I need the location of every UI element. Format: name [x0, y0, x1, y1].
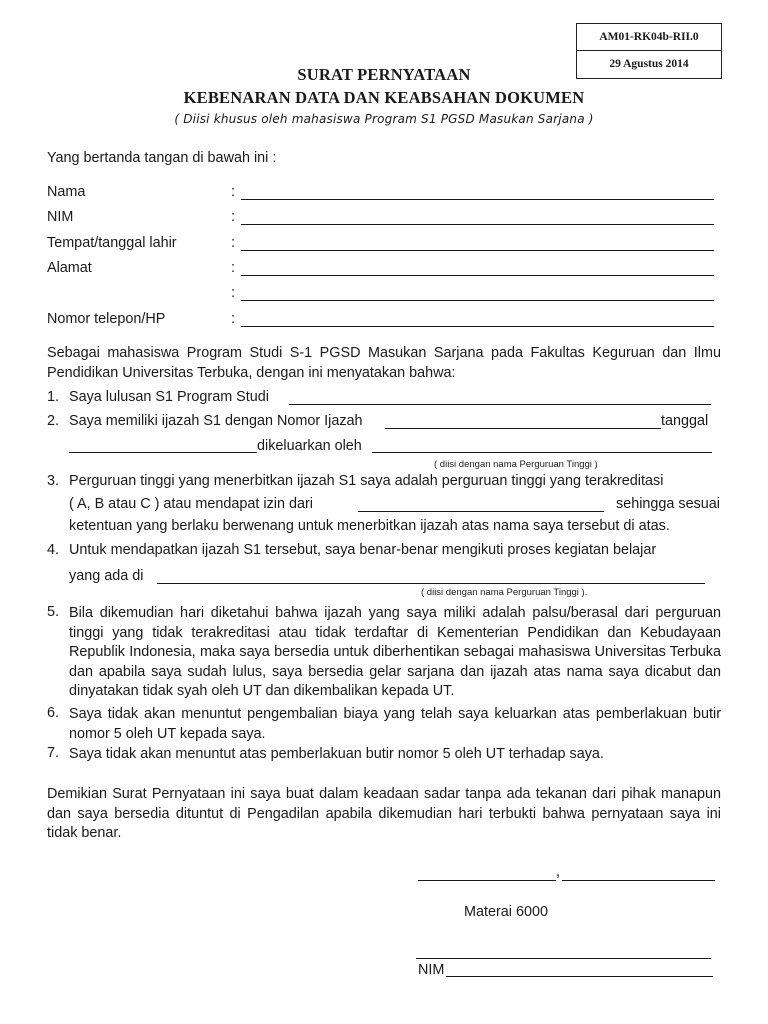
item-4-text: Untuk mendapatkan ijazah S1 tersebut, saya benar-benar mengikuti proses kegiatan belajar [69, 542, 657, 558]
item-5-text: Bila dikemudian hari diketahui bahwa ijazah yang saya miliki adalah palsu/berasal dari perguruan tinggi yang tidak terakreditasi atau tidak terdaftar di Kementerian Pendidikan dan Kebudayaan Republik Indonesia, maka saya bersedia untuk diberhentikan sebagai mahasiswa Universitas Terbuka dan apabila saya sudah lulus, saya bersedia gelar sarjana dan ijazah atas nama saya dicabut dan dinyatakan tidak syah oleh UT dan dikembalikan kepada UT. [69, 605, 721, 699]
intro-text: Yang bertanda tangan di bawah ini : [47, 150, 277, 166]
materai-label: Materai 6000 [464, 904, 548, 920]
document-date: 29 Agustus 2014 [609, 58, 689, 70]
field-label-nim: NIM [47, 209, 74, 225]
perguruan-tinggi-field[interactable] [157, 583, 705, 584]
place-field[interactable] [418, 880, 556, 881]
document-code: AM01-RK04b-RII.0 [577, 24, 721, 51]
item-number: 4. [47, 542, 60, 558]
statement-intro: Sebagai mahasiswa Program Studi S-1 PGSD Masukan Sarjana pada Fakultas Keguruan dan Ilmu Pendidikan Universitas Terbuka, dengan ini menyatakan bahwa: [47, 345, 721, 381]
field-colon: : [231, 209, 235, 225]
item-number: 1. [47, 389, 60, 405]
signature-comma: , [556, 864, 560, 880]
dikeluarkan-oleh-field[interactable] [372, 452, 712, 453]
alamat-field-line2[interactable] [241, 300, 714, 301]
program-studi-field[interactable] [289, 404, 711, 405]
item-1-text: Saya lulusan S1 Program Studi [69, 389, 269, 405]
tanggal-ijazah-field[interactable] [69, 452, 257, 453]
closing-paragraph: Demikian Surat Pernyataan ini saya buat dalam keadaan sadar tanpa ada tekanan dari pihak manapun dan saya bersedia dituntut di Pengadilan apabila dikemudian hari terbukti bahwa pernyataan saya ini tidak benar. [47, 786, 721, 841]
field-colon: : [231, 184, 235, 200]
item-3-text-2: ( A, B atau C ) atau mendapat izin dari [69, 496, 313, 512]
item-7-text: Saya tidak akan menuntut atas pemberlakuan butir nomor 5 oleh UT terhadap saya. [69, 746, 604, 762]
item-4-yang-ada-di: yang ada di [69, 568, 144, 584]
field-label-nama: Nama [47, 184, 86, 200]
item-6-text: Saya tidak akan menuntut pengembalian biaya yang telah saya keluarkan atas pemberlakuan butir nomor 5 oleh UT kepada saya. [69, 706, 721, 742]
page-title-line2: KEBENARAN DATA DAN KEABSAHAN DOKUMEN [183, 88, 585, 107]
page-subtitle: ( Diisi khusus oleh mahasiswa Program S1 PGSD Masukan Sarjana ) [174, 112, 594, 126]
field-label-alamat: Alamat [47, 260, 92, 276]
item-2-tanggal: tanggal [661, 413, 709, 429]
item-number: 5. [47, 604, 60, 620]
nim-label: NIM [418, 962, 445, 978]
page-title: SURAT PERNYATAAN [297, 65, 471, 84]
date-field[interactable] [562, 880, 715, 881]
item-2-text: Saya memiliki ijazah S1 dengan Nomor Ijazah [69, 413, 363, 429]
field-colon: : [231, 235, 235, 251]
item-number: 6. [47, 705, 60, 721]
nama-field[interactable] [241, 199, 714, 200]
telepon-field[interactable] [241, 326, 714, 327]
item-2-dikeluarkan: dikeluarkan oleh [257, 438, 362, 454]
field-colon: : [231, 285, 235, 301]
item-number: 7. [47, 745, 60, 761]
nomor-ijazah-field[interactable] [385, 428, 661, 429]
izin-dari-field[interactable] [358, 511, 604, 512]
item-3-sesuai: sehingga sesuai [616, 496, 721, 512]
item-2-note: ( diisi dengan nama Perguruan Tinggi ) [434, 459, 598, 470]
item-4-note: ( diisi dengan nama Perguruan Tinggi ). [421, 587, 588, 598]
field-colon: : [231, 311, 235, 327]
item-number: 2. [47, 413, 60, 429]
item-3-text-3: ketentuan yang berlaku berwenang untuk menerbitkan ijazah atas nama saya tersebut di atas. [69, 518, 670, 534]
field-label-ttl: Tempat/tanggal lahir [47, 235, 177, 251]
signature-nim-field[interactable] [446, 976, 713, 977]
alamat-field[interactable] [241, 275, 714, 276]
field-label-telepon: Nomor telepon/HP [47, 311, 166, 327]
signature-name-field[interactable] [416, 958, 711, 959]
tempat-tanggal-lahir-field[interactable] [241, 250, 714, 251]
nim-field[interactable] [241, 224, 714, 225]
field-colon: : [231, 260, 235, 276]
item-number: 3. [47, 473, 60, 489]
item-3-text: Perguruan tinggi yang menerbitkan ijazah S1 saya adalah perguruan tinggi yang terakreditasi [69, 473, 664, 489]
